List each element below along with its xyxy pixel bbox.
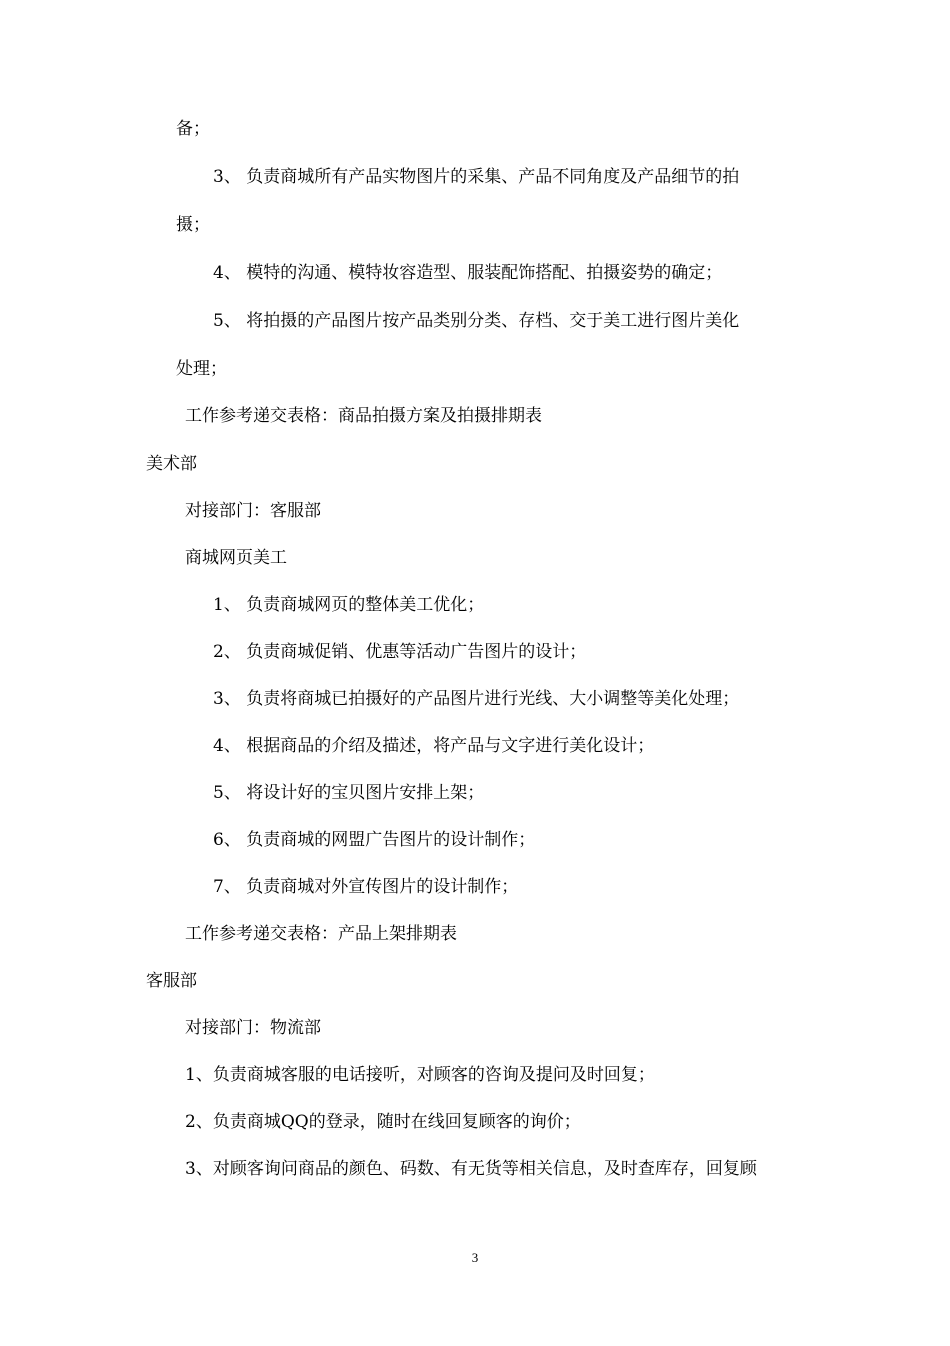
page-number: 3 <box>471 1250 479 1265</box>
list-item: 2、负责商城QQ的登录，随时在线回复顾客的询价； <box>185 1112 581 1132</box>
list-item: 3、 负责将商城已拍摄好的产品图片进行光线、大小调整等美化处理； <box>213 689 740 709</box>
list-item: 3、 负责商城所有产品实物图片的采集、产品不同角度及产品细节的拍 <box>213 167 740 187</box>
list-item: 5、 将拍摄的产品图片按产品类别分类、存档、交于美工进行图片美化 <box>213 311 740 331</box>
list-item: 3、对顾客询问商品的颜色、码数、有无货等相关信息，及时查库存，回复顾 <box>185 1159 757 1179</box>
list-item: 7、 负责商城对外宣传图片的设计制作； <box>213 877 519 897</box>
list-item: 4、 根据商品的介绍及描述，将产品与文字进行美化设计； <box>213 736 655 756</box>
text-line: 处理； <box>176 359 227 379</box>
list-item: 5、 将设计好的宝贝图片安排上架； <box>213 783 485 803</box>
section-heading: 客服部 <box>146 971 197 991</box>
liaison-department: 对接部门：客服部 <box>185 501 321 521</box>
liaison-department: 对接部门：物流部 <box>185 1018 321 1038</box>
form-reference: 工作参考递交表格：商品拍摄方案及拍摄排期表 <box>185 406 542 426</box>
text-line: 摄； <box>176 215 210 235</box>
text-line: 备； <box>176 119 210 139</box>
list-item: 4、 模特的沟通、模特妆容造型、服装配饰搭配、拍摄姿势的确定； <box>213 263 723 283</box>
form-reference: 工作参考递交表格：产品上架排期表 <box>185 924 457 944</box>
role-title: 商城网页美工 <box>185 548 287 568</box>
list-item: 2、 负责商城促销、优惠等活动广告图片的设计； <box>213 642 587 662</box>
list-item: 1、 负责商城网页的整体美工优化； <box>213 595 485 615</box>
section-heading: 美术部 <box>146 454 197 474</box>
list-item: 1、负责商城客服的电话接听，对顾客的咨询及提问及时回复； <box>185 1065 655 1085</box>
list-item: 6、 负责商城的网盟广告图片的设计制作； <box>213 830 536 850</box>
